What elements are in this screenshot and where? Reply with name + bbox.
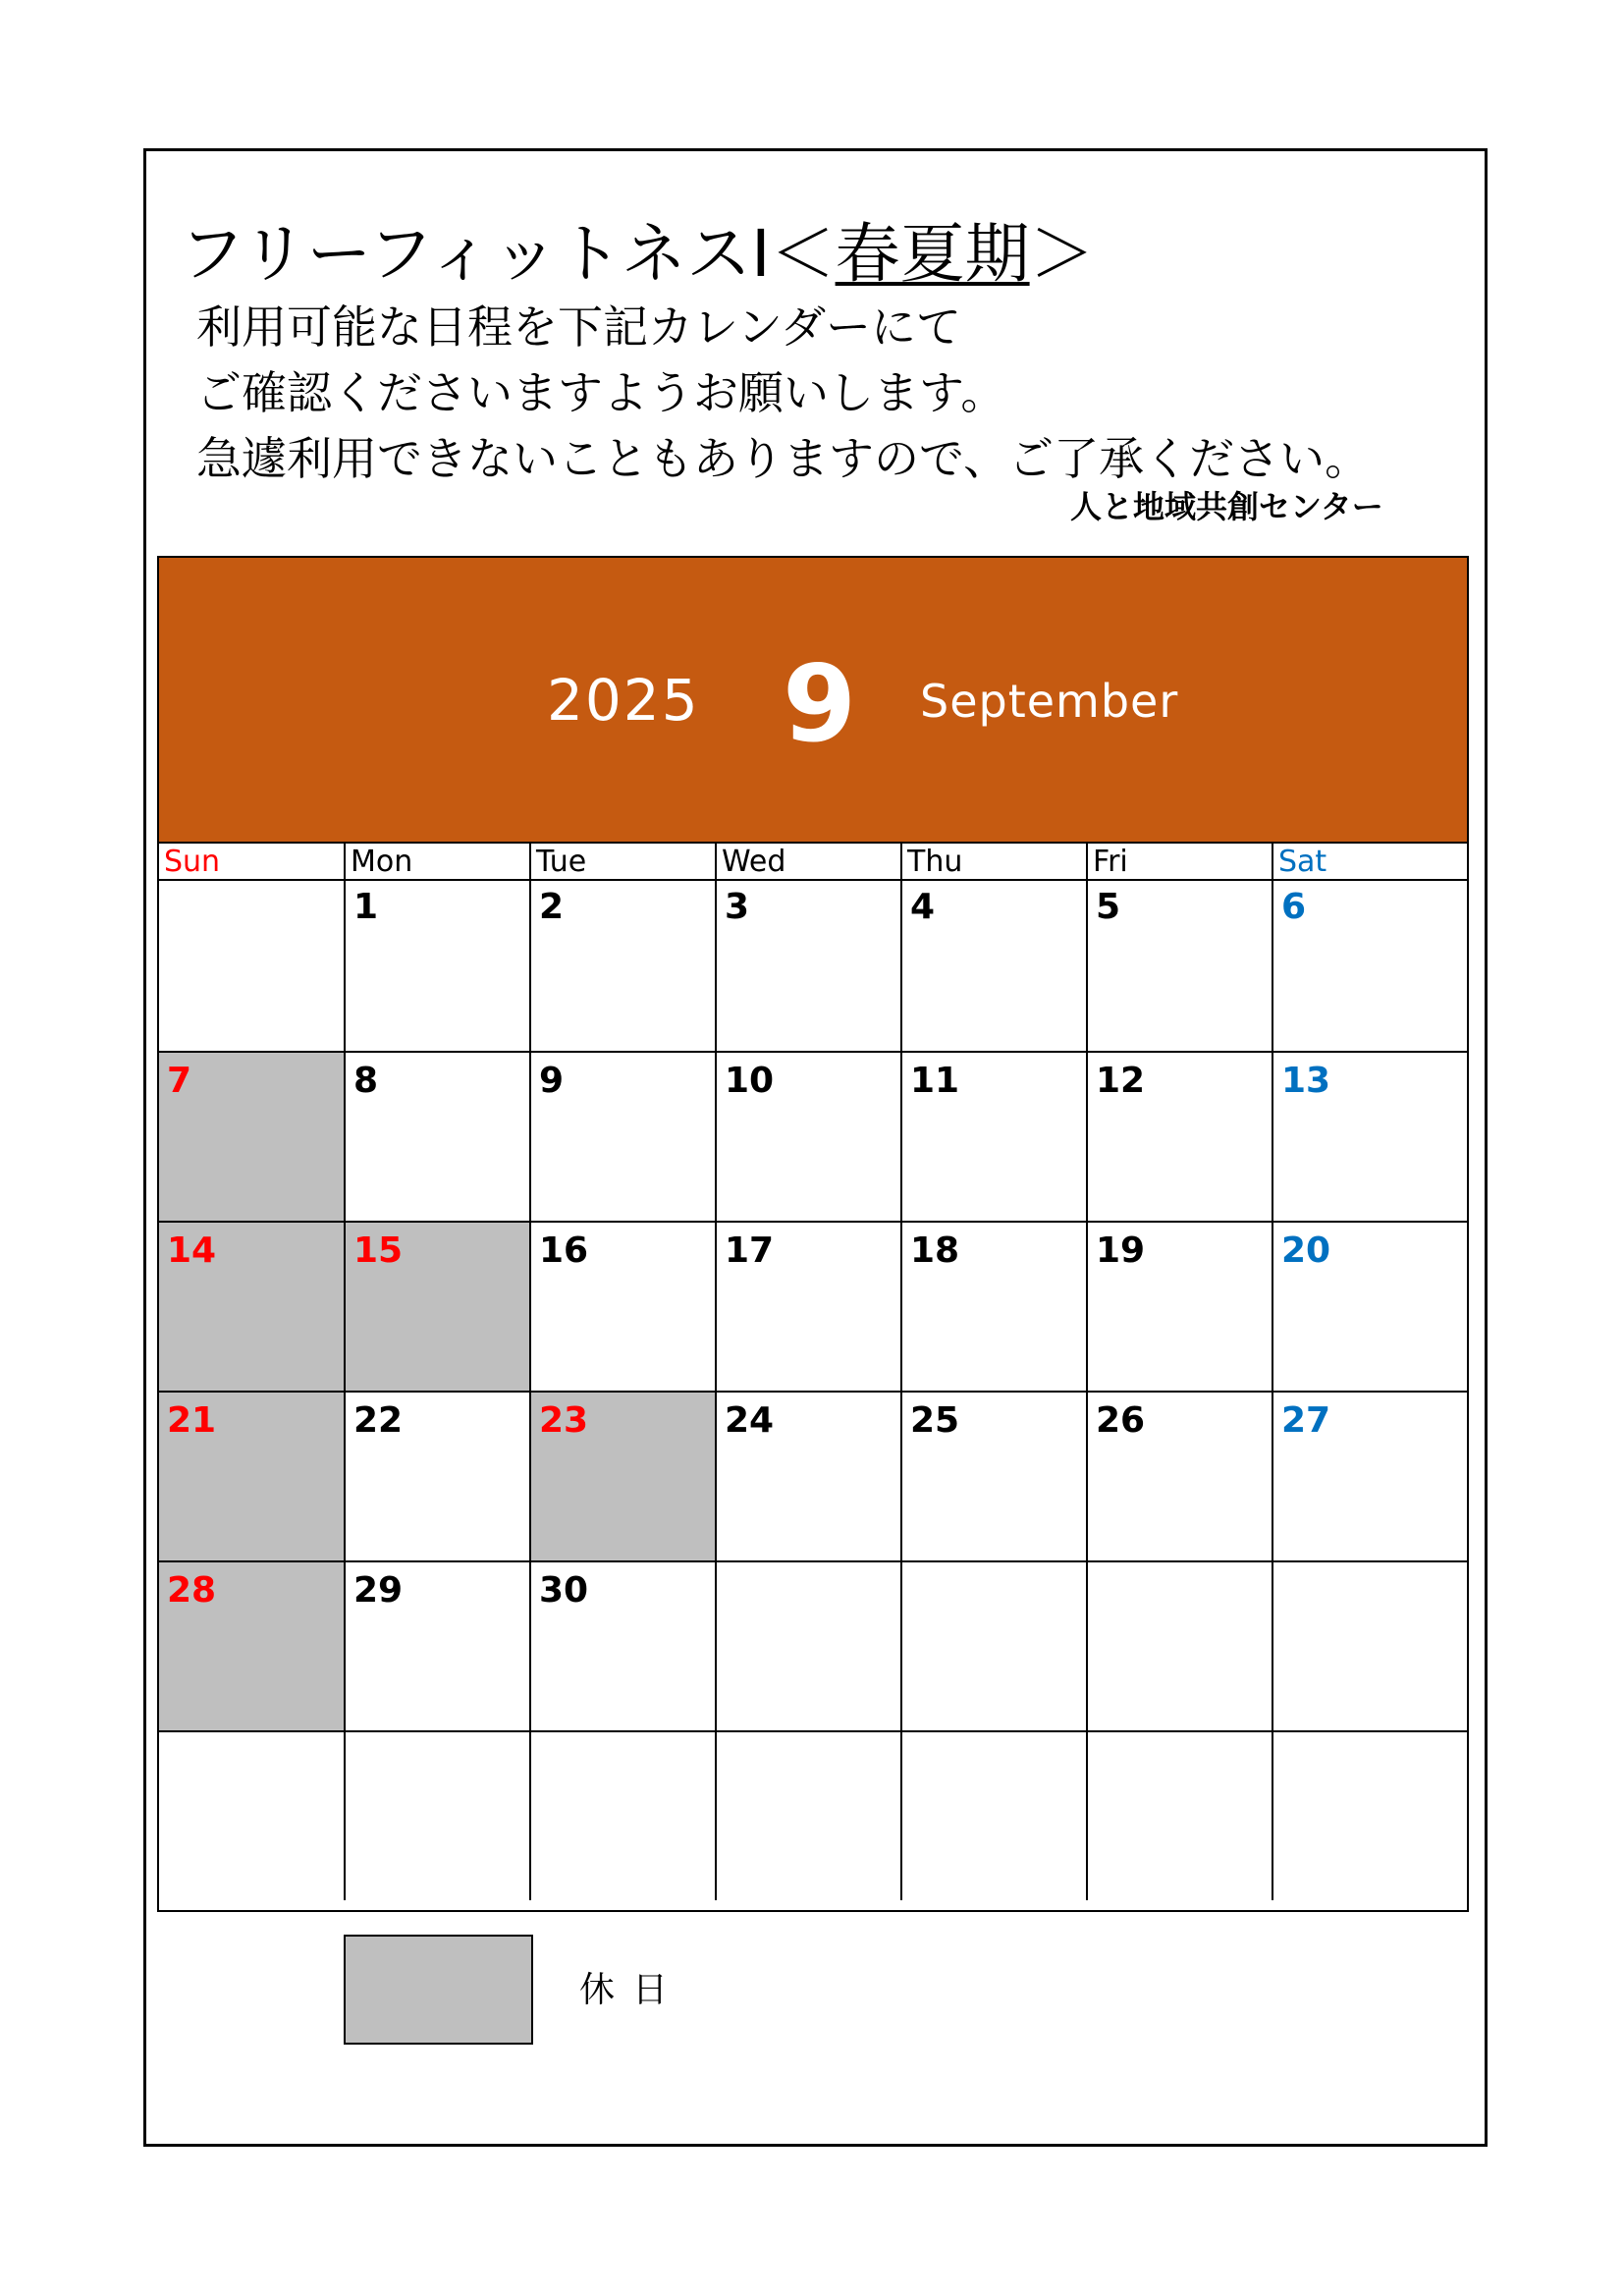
day-number: 29 <box>353 1570 404 1611</box>
calendar-day-6 <box>1272 879 1467 1051</box>
calendar-day-15 <box>344 1221 529 1391</box>
day-number: 1 <box>353 887 379 927</box>
notice-line-3: 急遽利用できないこともありますので、ご了承ください。 <box>196 432 1371 485</box>
calendar-year: 2025 <box>547 667 700 734</box>
calendar-day-empty <box>715 1730 900 1900</box>
day-number: 18 <box>910 1230 960 1271</box>
day-number: 15 <box>353 1230 404 1271</box>
day-number: 3 <box>725 887 750 927</box>
legend-holiday-label: 休日 <box>579 1970 686 2010</box>
weekday-mon: Mon <box>344 844 529 881</box>
day-number: 26 <box>1096 1400 1146 1441</box>
calendar-day-4 <box>900 879 1086 1051</box>
calendar-day-20 <box>1272 1221 1467 1391</box>
calendar-day-17 <box>715 1221 900 1391</box>
calendar-day-28 <box>159 1560 344 1730</box>
day-number: 10 <box>725 1061 775 1101</box>
calendar-day-1 <box>344 879 529 1051</box>
calendar-day-3 <box>715 879 900 1051</box>
day-number: 2 <box>539 887 565 927</box>
calendar-day-2 <box>529 879 715 1051</box>
calendar-day-empty <box>159 879 344 1051</box>
notice-line-2: ご確認くださいますようお願いします。 <box>196 366 1006 419</box>
calendar-day-29 <box>344 1560 529 1730</box>
calendar-day-26 <box>1086 1391 1272 1560</box>
day-number: 22 <box>353 1400 404 1441</box>
notice-line-1: 利用可能な日程を下記カレンダーにて <box>196 301 962 354</box>
calendar-day-12 <box>1086 1051 1272 1221</box>
weekday-thu: Thu <box>900 844 1086 881</box>
calendar-day-empty <box>900 1730 1086 1900</box>
day-number: 11 <box>910 1061 960 1101</box>
day-number: 19 <box>1096 1230 1146 1271</box>
day-number: 27 <box>1281 1400 1331 1441</box>
weekday-wed: Wed <box>715 844 900 881</box>
calendar-day-10 <box>715 1051 900 1221</box>
day-number: 28 <box>167 1570 217 1611</box>
day-number: 23 <box>539 1400 589 1441</box>
calendar-day-empty <box>900 1560 1086 1730</box>
calendar-day-21 <box>159 1391 344 1560</box>
day-number: 13 <box>1281 1061 1331 1101</box>
weekday-sat: Sat <box>1272 844 1467 881</box>
weekday-fri: Fri <box>1086 844 1272 881</box>
day-number: 16 <box>539 1230 589 1271</box>
day-number: 30 <box>539 1570 589 1611</box>
title-season: 春夏期 <box>835 216 1030 292</box>
calendar-day-9 <box>529 1051 715 1221</box>
calendar-day-11 <box>900 1051 1086 1221</box>
calendar-day-5 <box>1086 879 1272 1051</box>
day-number: 8 <box>353 1061 379 1101</box>
calendar-day-18 <box>900 1221 1086 1391</box>
organization-name: 人と地域共創センター <box>1070 488 1383 525</box>
day-number: 9 <box>539 1061 565 1101</box>
title-close: ＞ <box>1029 216 1095 292</box>
calendar-day-empty <box>715 1560 900 1730</box>
calendar-day-22 <box>344 1391 529 1560</box>
day-number: 17 <box>725 1230 775 1271</box>
page-title <box>180 210 1095 299</box>
calendar-day-24 <box>715 1391 900 1560</box>
day-number: 20 <box>1281 1230 1331 1271</box>
calendar-day-empty <box>529 1730 715 1900</box>
calendar-day-27 <box>1272 1391 1467 1560</box>
calendar <box>157 556 1469 1912</box>
calendar-month-name: September <box>920 675 1179 728</box>
notice-text <box>196 295 1370 492</box>
calendar-day-empty <box>1086 1560 1272 1730</box>
title-main: フリーフィットネスⅠ＜ <box>180 216 836 292</box>
calendar-day-empty <box>1272 1560 1467 1730</box>
calendar-day-8 <box>344 1051 529 1221</box>
weekday-tue: Tue <box>529 844 715 881</box>
weekday-sun: Sun <box>159 844 344 881</box>
calendar-day-empty <box>344 1730 529 1900</box>
calendar-day-7 <box>159 1051 344 1221</box>
day-number: 7 <box>167 1061 192 1101</box>
calendar-day-16 <box>529 1221 715 1391</box>
calendar-banner <box>159 558 1467 844</box>
calendar-day-25 <box>900 1391 1086 1560</box>
calendar-day-empty <box>1086 1730 1272 1900</box>
weekday-header <box>159 844 1467 881</box>
day-number: 6 <box>1281 887 1307 927</box>
calendar-day-14 <box>159 1221 344 1391</box>
day-number: 12 <box>1096 1061 1146 1101</box>
day-number: 21 <box>167 1400 217 1441</box>
calendar-day-23 <box>529 1391 715 1560</box>
day-number: 4 <box>910 887 936 927</box>
day-number: 5 <box>1096 887 1121 927</box>
day-number: 25 <box>910 1400 960 1441</box>
calendar-day-19 <box>1086 1221 1272 1391</box>
calendar-month: 9 <box>783 643 857 766</box>
calendar-day-empty <box>159 1730 344 1900</box>
legend-holiday-swatch <box>344 1935 533 2045</box>
calendar-day-13 <box>1272 1051 1467 1221</box>
calendar-day-30 <box>529 1560 715 1730</box>
calendar-day-empty <box>1272 1730 1467 1900</box>
day-number: 24 <box>725 1400 775 1441</box>
day-number: 14 <box>167 1230 217 1271</box>
